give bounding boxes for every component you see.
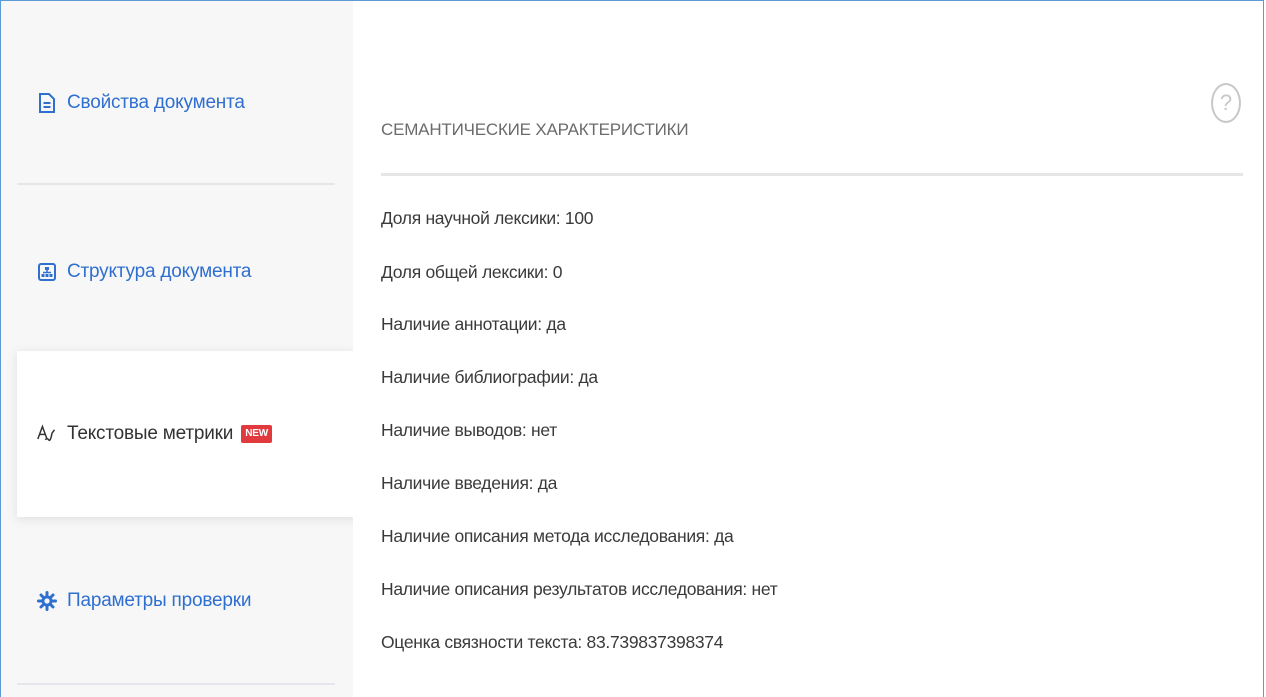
sidebar-divider [17,183,335,185]
section-title: СЕМАНТИЧЕСКИЕ ХАРАКТЕРИСТИКИ [381,120,689,139]
metric-introduction: Наличие введения: да [381,473,558,493]
metric-conclusions: Наличие выводов: нет [381,420,557,440]
metric-results-description: Наличие описания результатов исследования: нет [381,579,778,599]
sidebar-item-text-metrics[interactable] [17,351,357,517]
text-metrics-icon [37,423,57,445]
metric-abstract: Наличие аннотации: да [381,314,566,334]
sidebar-item-label: Структура документа [67,261,252,282]
sidebar-item-document-properties[interactable] [17,81,335,125]
sidebar [1,1,353,697]
new-badge: NEW [241,425,272,443]
sidebar-item-label: Параметры проверки [67,590,252,611]
structure-icon [37,261,57,283]
sidebar-item-document-structure[interactable] [17,250,335,294]
document-icon [37,92,57,114]
metric-general-vocabulary: Доля общей лексики: 0 [381,262,563,282]
gear-icon [37,590,57,612]
section-divider [381,173,1243,176]
metric-bibliography: Наличие библиографии: да [381,367,598,387]
metric-method-description: Наличие описания метода исследования: да [381,526,734,546]
sidebar-item-label: Свойства документа [67,92,245,113]
metric-text-coherence: Оценка связности текста: 83.739837398374 [381,632,724,652]
main-content [353,1,1264,697]
help-icon[interactable]: ? [1211,83,1241,123]
metric-scientific-vocabulary: Доля научной лексики: 100 [381,208,594,228]
sidebar-divider [17,683,335,685]
sidebar-item-check-parameters[interactable] [17,579,335,623]
sidebar-item-label: Текстовые метрики [67,423,234,444]
